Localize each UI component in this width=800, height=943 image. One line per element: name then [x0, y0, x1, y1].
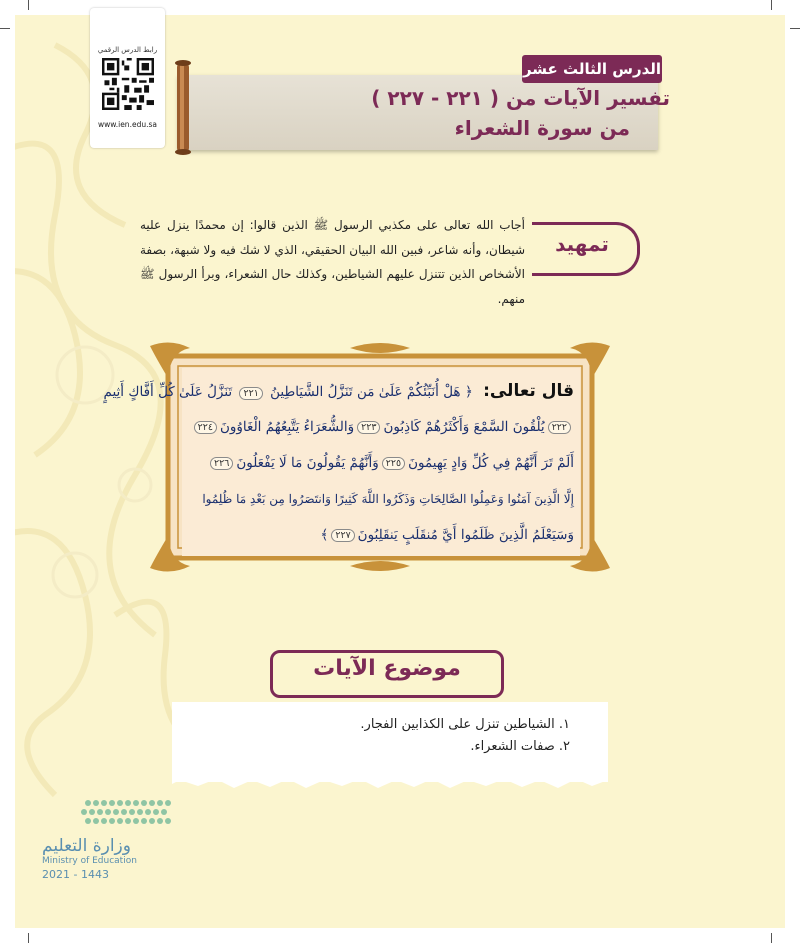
verse-line: [188, 445, 574, 481]
qr-url: www.ien.edu.sa: [98, 120, 157, 129]
ministry-logo-icon: [80, 797, 175, 827]
crop-mark: [771, 933, 772, 943]
ayah-number: ٢٢٣: [357, 421, 380, 434]
crop-mark: [28, 933, 29, 943]
qr-label: رابط الدرس الرقمي: [97, 46, 158, 54]
lesson-subtitle: من سورة الشعراء: [454, 116, 630, 140]
verse-text: أَلَمْ تَرَ أَنَّهُمْ فِي كُلِّ وَادٍ يَهِيمُونَ: [408, 455, 574, 471]
verse-text: إِلَّا الَّذِينَ آمَنُوا وَعَمِلُوا الصَّالِحَاتِ وَذَكَرُوا اللَّهَ كَثِيرًا وَانتَصَرُوا مِن بَعْدِ مَا ظُلِمُوا: [202, 492, 574, 506]
ministry-name-en: Ministry of Education: [42, 856, 137, 866]
verse-line: [188, 517, 574, 553]
crop-mark: [28, 0, 29, 10]
intro-paragraph: أجاب الله تعالى على مكذبي الرسول ﷺ الذين قالوا: إن محمدًا ينزل عليه شيطان، وأنه شاعر، فبين الله البيان الحقيقي، الذي لا شك فيه ولا شبهة، بصفة الأشخاص الذين تتنزل عليهم الشياطين، وكذلك حال الشعراء، وبرأ الرسول ﷺ منهم.: [140, 218, 525, 306]
topic-list: [250, 714, 570, 758]
verse-intro: قال تعالى:: [483, 381, 574, 401]
verse-text: تَنَزَّلُ عَلَىٰ كُلِّ أَفَّاكٍ أَثِيمٍ: [103, 384, 233, 400]
ministry-name-ar: وزارة التعليم: [42, 836, 131, 856]
torn-paper-edge: [172, 770, 608, 792]
qr-card[interactable]: [90, 8, 165, 148]
verse-line: [188, 409, 574, 445]
list-item: ٢. صفات الشعراء.: [470, 739, 570, 754]
verse-text: ﴾: [320, 527, 329, 543]
verse-text: وَسَيَعْلَمُ الَّذِينَ ظَلَمُوا أَيَّ مُنقَلَبٍ يَنقَلِبُونَ: [357, 527, 574, 543]
verse-text: ﴿ هَلْ أُنَبِّئُكُمْ عَلَىٰ مَن تَنَزَّلُ الشَّيَاطِينُ: [270, 384, 473, 400]
crop-mark: [0, 28, 10, 29]
scroll-rod-icon: [172, 60, 194, 155]
intro-label: تمهيد: [555, 232, 609, 256]
edition-year: 2021 - 1443: [42, 868, 109, 881]
verse-line: [103, 373, 574, 409]
verse-text: وَأَنَّهُمْ يَقُولُونَ مَا لَا يَفْعَلُونَ: [236, 455, 379, 471]
verse-text: يُلْقُونَ السَّمْعَ وَأَكْثَرُهُمْ كَاذِبُونَ: [383, 419, 545, 435]
lesson-title: تفسير الآيات من ( ٢٢١ - ٢٢٧ ): [371, 86, 670, 110]
ayah-number: ٢٢٤: [194, 421, 217, 434]
lesson-number-badge: الدرس الثالث عشر: [522, 55, 662, 83]
qr-code-icon[interactable]: [102, 58, 154, 110]
crop-mark: [790, 28, 800, 29]
ayah-number: ٢٢١: [239, 387, 262, 400]
verse-line: [188, 481, 574, 517]
crop-mark: [771, 0, 772, 10]
ayah-number: ٢٢٢: [548, 421, 571, 434]
list-item: ١. الشياطين تنزل على الكذابين الفجار.: [360, 717, 570, 732]
ayah-number: ٢٢٧: [331, 529, 354, 542]
topic-title: موضوع الآيات: [313, 656, 461, 681]
verse-block: [103, 373, 574, 553]
ayah-number: ٢٢٦: [210, 457, 233, 470]
verse-text: وَالشُّعَرَاءُ يَتَّبِعُهُمُ الْغَاوُونَ: [219, 419, 355, 435]
ayah-number: ٢٢٥: [382, 457, 405, 470]
